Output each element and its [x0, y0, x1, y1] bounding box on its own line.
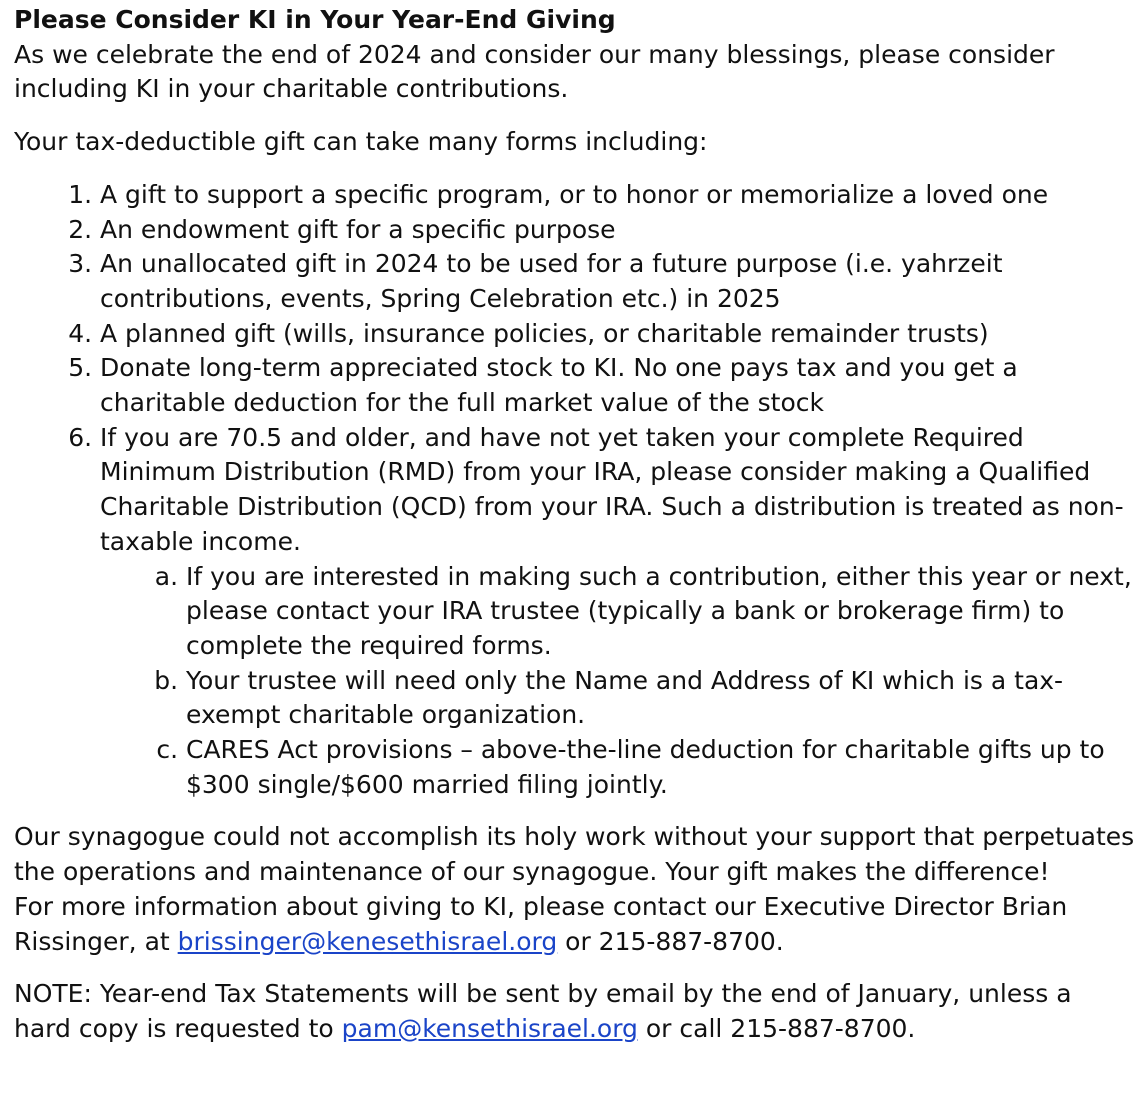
note-suffix: or call 215-887-8700.: [637, 1013, 916, 1043]
pam-email-link[interactable]: pam@kensethisrael.org: [341, 1013, 638, 1043]
list-item-text: A planned gift (wills, insurance policies, or charitable remainder trusts): [100, 318, 989, 348]
list-item-text: A gift to support a specific program, or to honor or memorialize a loved one: [100, 179, 1049, 209]
sub-list-item-text: If you are interested in making such a contribution, either this year or next, please contact your IRA trustee (typically a bank or brokerage firm) to complete the required forms.: [186, 561, 1132, 660]
contact-paragraph: [14, 890, 1136, 959]
gift-forms-list: [14, 178, 1136, 803]
contact-prefix: For more information about giving to KI, please contact our Executive Director Brian Rissinger, at: [14, 891, 1068, 956]
forms-intro: Your tax-deductible gift can take many forms including:: [14, 127, 708, 157]
list-item: [100, 421, 1136, 803]
sub-list-item: [186, 733, 1136, 802]
list-item: [100, 178, 1136, 213]
sub-list-item-text: CARES Act provisions – above-the-line deduction for charitable gifts up to $300 single/$600 married filing jointly.: [186, 735, 1105, 799]
list-item: [100, 317, 1136, 352]
support-paragraph: Our synagogue could not accomplish its holy work without your support that perpetuates the operations and maintenance of our synagogue. Your gift makes the difference!: [14, 822, 1135, 887]
contact-suffix: or 215-887-8700.: [557, 926, 784, 956]
list-item-text: An endowment gift for a specific purpose: [100, 214, 616, 244]
list-item-text: If you are 70.5 and older, and have not yet taken your complete Required Minimum Distribution (RMD) from your IRA, please consider making a Qualified Charitable Distribution (QCD) from your IRA. Such a distribution is treated as non-taxable income.: [100, 422, 1124, 556]
director-email-link[interactable]: brissinger@kenesethisrael.org: [177, 926, 558, 956]
sub-list-item: [186, 664, 1136, 733]
note-paragraph: [14, 977, 1136, 1046]
list-item: [100, 213, 1136, 248]
intro-paragraph: As we celebrate the end of 2024 and consider our many blessings, please consider including KI in your charitable contributions.: [14, 39, 1055, 104]
sub-list-item-text: Your trustee will need only the Name and Address of KI which is a tax-exempt charitable organization.: [186, 665, 1064, 730]
list-item: [100, 247, 1136, 316]
ira-sub-list: [100, 560, 1136, 803]
sub-list-item: [186, 560, 1136, 664]
list-item-text: Donate long-term appreciated stock to KI. No one pays tax and you get a charitable deduction for the full market value of the stock: [100, 353, 1018, 418]
list-item: [100, 351, 1136, 420]
page-title: Please Consider KI in Your Year-End Giving: [14, 5, 616, 34]
note-prefix: NOTE: Year-end Tax Statements will be sent by email by the end of January, unless a hard copy is requested to: [14, 979, 1072, 1043]
list-item-text: An unallocated gift in 2024 to be used for a future purpose (i.e. yahrzeit contributions, events, Spring Celebration etc.) in 2025: [100, 249, 1003, 313]
